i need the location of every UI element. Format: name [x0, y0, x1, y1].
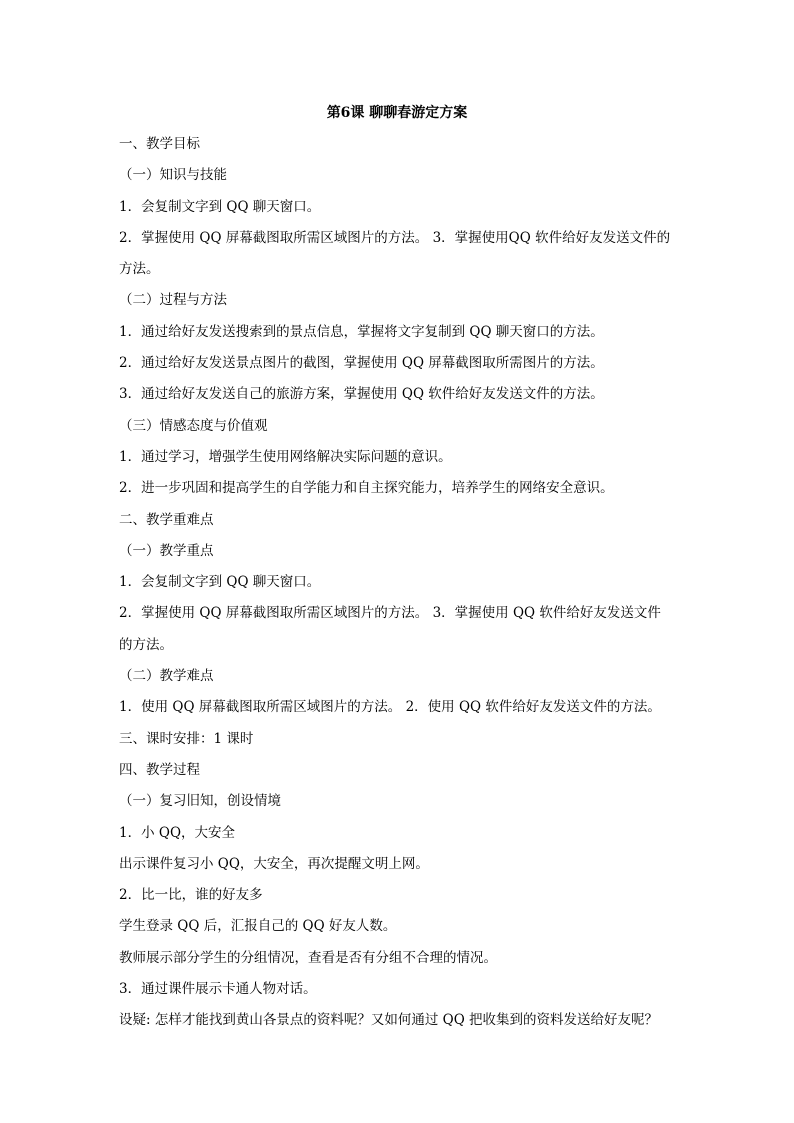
paragraph-line: 设疑: 怎样才能找到黄山各景点的资料呢？又如何通过 QQ 把收集到的资料发送给好友呢？	[119, 1012, 659, 1029]
paragraph-line: 3．通过课件展示卡通人物对话。	[119, 981, 317, 998]
subsection-heading: （一）知识与技能	[119, 167, 227, 184]
paragraph-line: 2．掌握使用 QQ 屏幕截图取所需区域图片的方法。 3．掌握使用QQ 软件给好友发送文件的	[119, 229, 671, 246]
document-body	[119, 134, 679, 1042]
paragraph-line: 2．进一步巩固和提高学生的自学能力和自主探究能力，培养学生的网络安全意识。	[119, 480, 614, 497]
paragraph-line: 的方法。	[119, 636, 173, 653]
subsection-heading: （三）情感态度与价值观	[119, 417, 268, 434]
document-title: 第6课 聊聊春游定方案	[326, 105, 468, 121]
paragraph-line: 1．使用 QQ 屏幕截图取所需区域图片的方法。 2．使用 QQ 软件给好友发送文件的方法。	[119, 699, 661, 716]
section-heading: 一、教学目标	[119, 136, 200, 152]
paragraph-line: 1．通过给好友发送搜索到的景点信息，掌握将文字复制到 QQ 聊天窗口的方法。	[119, 323, 604, 340]
section-heading: 二、教学重难点	[119, 511, 214, 528]
paragraph-line: 学生登录 QQ 后，汇报自己的 QQ 好友人数。	[119, 918, 397, 935]
paragraph-line: 方法。	[119, 261, 160, 278]
paragraph-line: 2．掌握使用 QQ 屏幕截图取所需区域图片的方法。 3．掌握使用 QQ 软件给好友发送文件	[119, 605, 661, 622]
paragraph-line: 2．比一比，谁的好友多	[119, 887, 263, 904]
paragraph-line: 1．通过学习，增强学生使用网络解决实际问题的意识。	[119, 448, 452, 465]
section-heading: 四、教学过程	[119, 761, 200, 778]
paragraph-line: 1．会复制文字到 QQ 聊天窗口。	[119, 574, 321, 591]
subsection-heading: （二）过程与方法	[119, 292, 227, 309]
subsection-heading: （二）教学难点	[119, 668, 214, 685]
paragraph-line: 3．通过给好友发送自己的旅游方案，掌握使用 QQ 软件给好友发送文件的方法。	[119, 386, 604, 403]
subsection-heading: （一）复习旧知，创设情境	[119, 793, 281, 810]
paragraph-line: 2．通过给好友发送景点图片的截图，掌握使用 QQ 屏幕截图取所需图片的方法。	[119, 355, 604, 372]
section-heading: 三、课时安排：1 课时	[119, 730, 254, 747]
paragraph-line: 出示课件复习小 QQ，大安全，再次提醒文明上网。	[119, 855, 429, 872]
paragraph-line: 1．小 QQ，大安全	[119, 824, 236, 841]
paragraph-line: 1．会复制文字到 QQ 聊天窗口。	[119, 198, 321, 215]
subsection-heading: （一）教学重点	[119, 542, 214, 559]
paragraph-line: 教师展示部分学生的分组情况，查看是否有分组不合理的情况。	[119, 949, 497, 966]
